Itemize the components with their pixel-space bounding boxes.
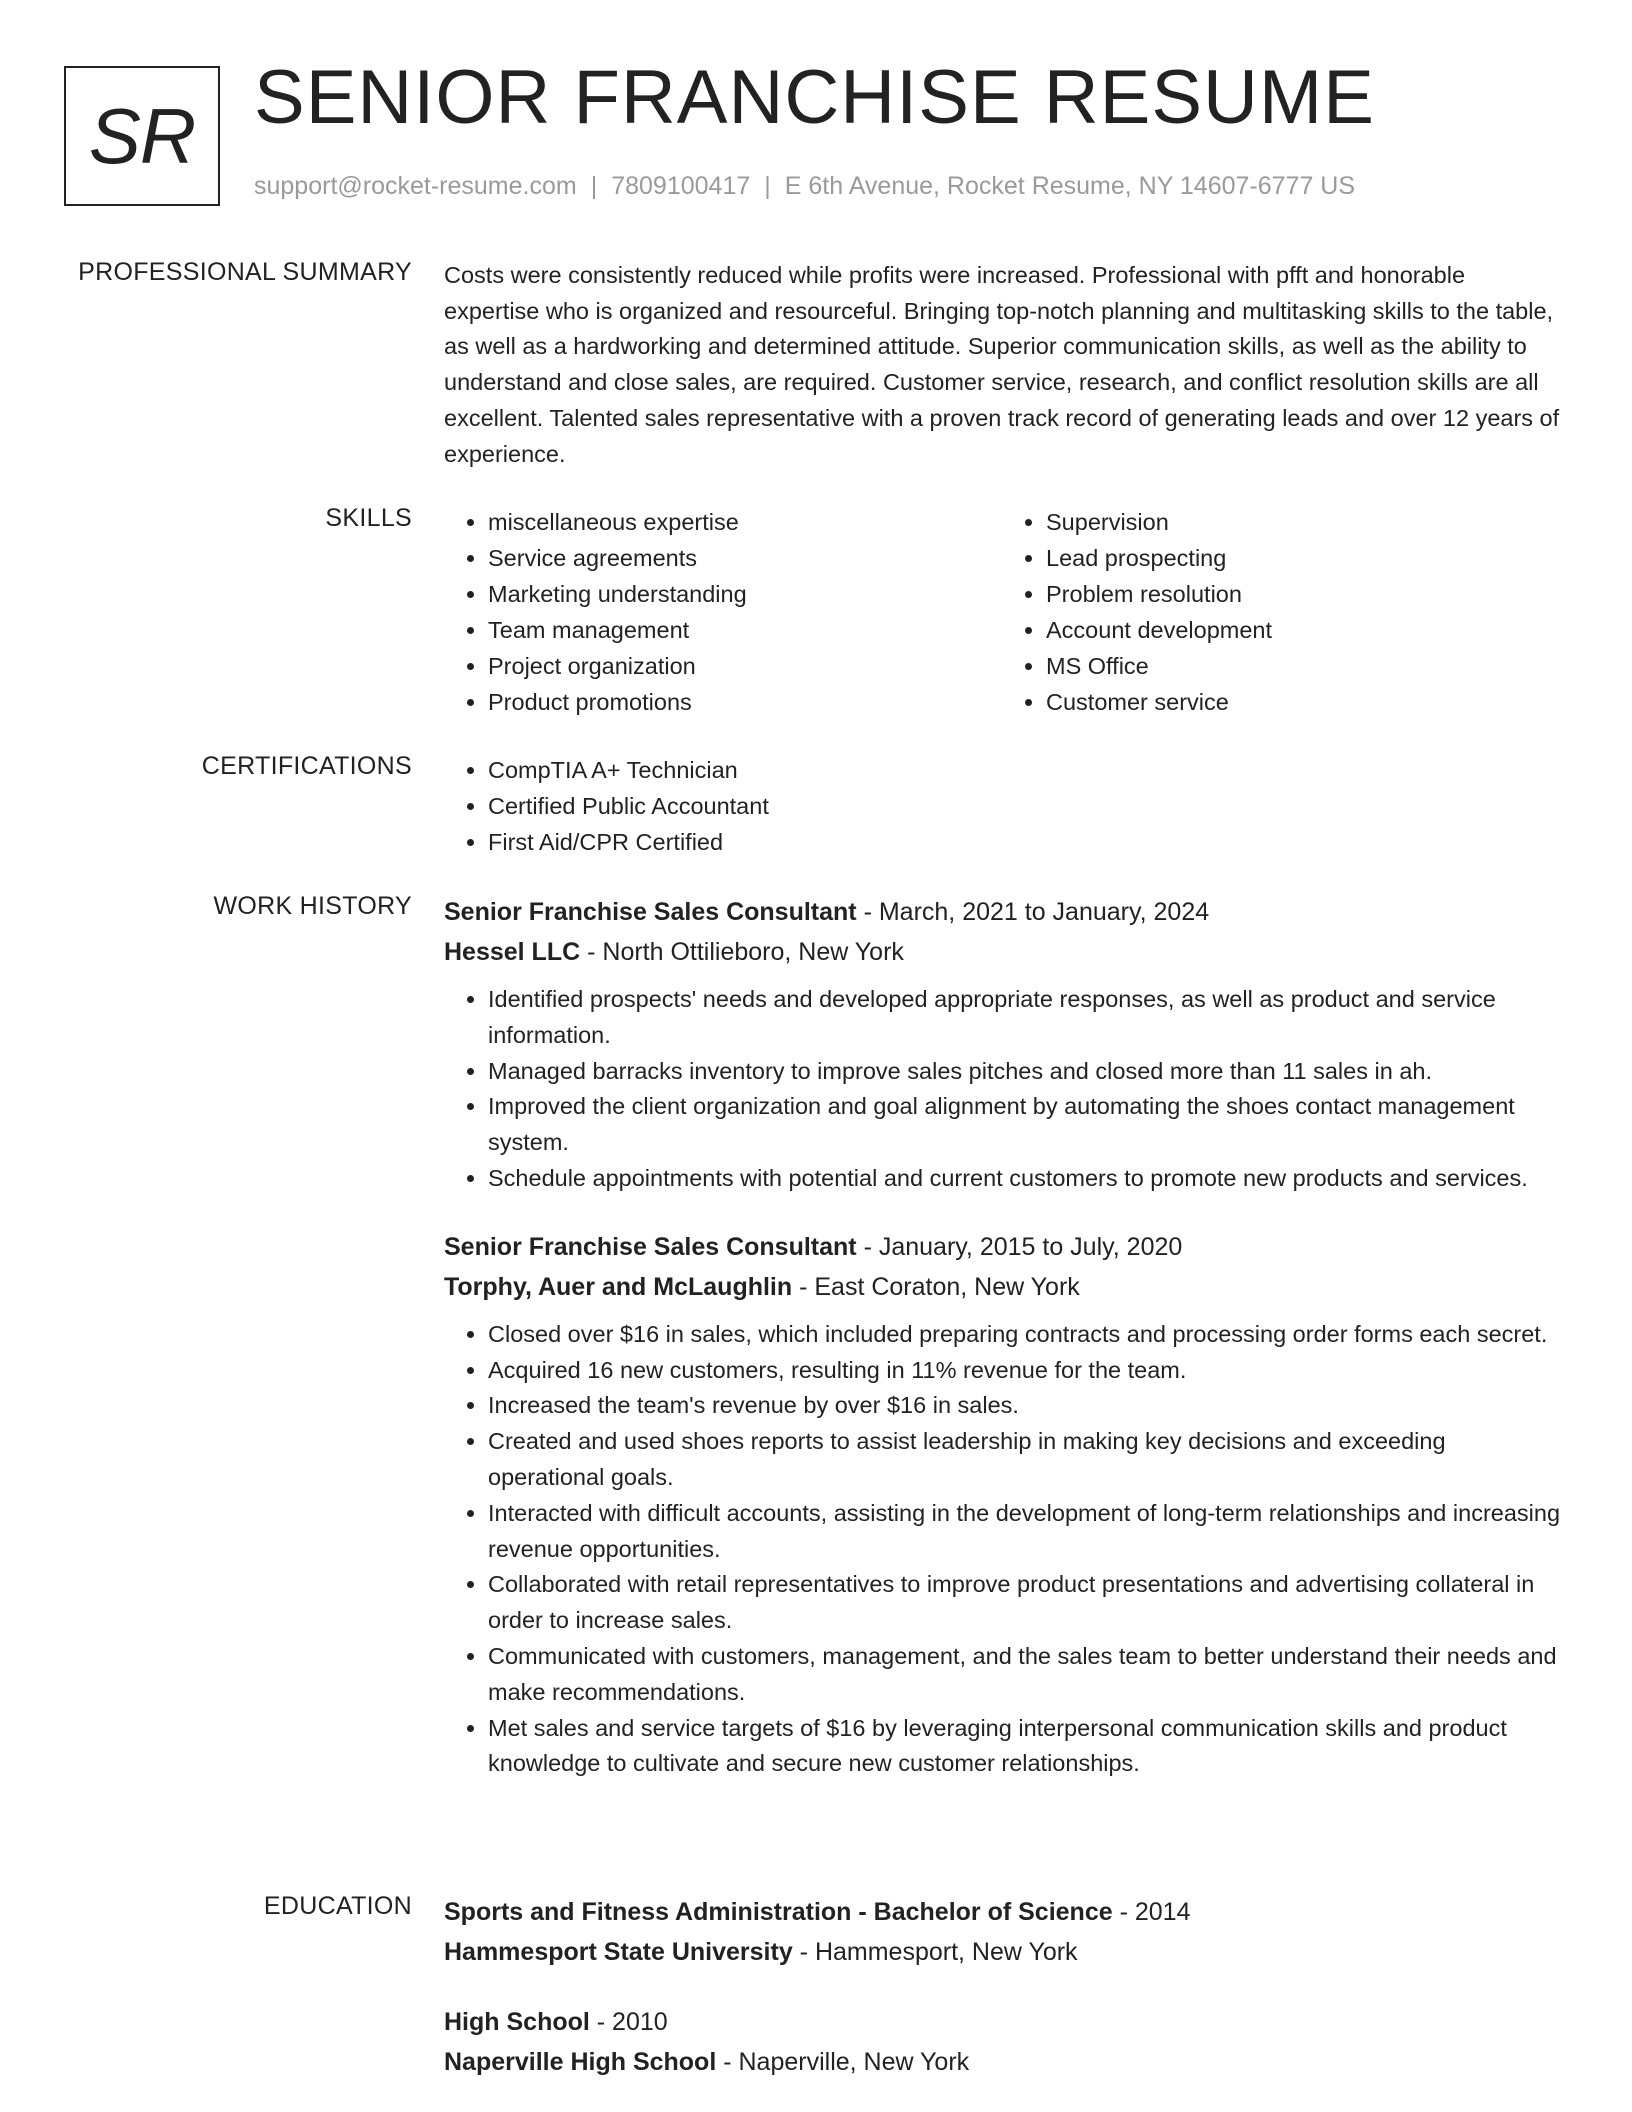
certifications-label: CERTIFICATIONS <box>201 752 412 780</box>
job-bullet: • Communicated with customers, management, and the sales team to better understand their needs and make recommendations. <box>488 1639 1560 1711</box>
job-bullet: • Increased the team's revenue by over $16 in sales. <box>488 1388 1560 1424</box>
job-bullet: • Created and used shoes reports to assist leadership in making key decisions and exceeding operational goals. <box>488 1424 1560 1496</box>
skill-item: • Marketing understanding <box>488 576 1002 612</box>
certification-item: • CompTIA A+ Technician <box>488 752 1560 788</box>
job-company-line <box>444 932 1560 972</box>
summary-text: Costs were consistently reduced while profits were increased. Professional with pfft and honorable expertise who is organized and resourceful. Bringing top-notch planning and multitasking skills to the table, as well as a hardworking and determined attitude. Superior communication skills, as well as the ability to understand and close sales, are required. Customer service, research, and conflict resolution skills are all excellent. Talented sales representative with a proven track record of generating leads and over 12 years of experience. <box>444 262 1560 467</box>
summary-label: PROFESSIONAL SUMMARY <box>78 258 412 286</box>
monogram-box: SR <box>64 66 220 206</box>
education-school-line <box>444 2042 1560 2082</box>
job-bullet: • Collaborated with retail representatives to improve product presentations and advertising collateral in order to increase sales. <box>488 1567 1560 1639</box>
resume-title: SENIOR FRANCHISE RESUME <box>254 55 1375 140</box>
job-entry <box>444 892 1560 1197</box>
education-school-line <box>444 1932 1560 1972</box>
job-location: - North Ottilieboro, New York <box>580 938 904 966</box>
job-title: Senior Franchise Sales Consultant <box>444 898 857 926</box>
skill-item: • Customer service <box>1046 684 1560 720</box>
job-bullet: • Interacted with difficult accounts, assisting in the development of long-term relationships and increasing revenue opportunities. <box>488 1496 1560 1568</box>
skill-item: • Team management <box>488 612 1002 648</box>
job-location: - East Coraton, New York <box>792 1272 1080 1301</box>
job-bullet: • Met sales and service targets of $16 by leveraging interpersonal communication skills and product knowledge to cultivate and secure new customer relationships. <box>488 1711 1560 1783</box>
skill-item: • Problem resolution <box>1046 576 1560 612</box>
contact-address: E 6th Avenue, Rocket Resume, NY 14607-6777 US <box>784 172 1356 200</box>
education-entry <box>444 1892 1560 1972</box>
job-title: Senior Franchise Sales Consultant <box>444 1232 857 1261</box>
job-company: Torphy, Auer and McLaughlin <box>444 1272 793 1301</box>
education-entry <box>444 2002 1560 2082</box>
certification-item: • Certified Public Accountant <box>488 788 1560 824</box>
skill-item: • Product promotions <box>488 684 1002 720</box>
education-location: - Naperville, New York <box>716 2048 970 2076</box>
skill-item: • MS Office <box>1046 648 1560 684</box>
skill-item: • Supervision <box>1046 504 1560 540</box>
contact-line <box>254 172 1355 201</box>
job-bullet: • Closed over $16 in sales, which included preparing contracts and processing order forms each secret. <box>488 1317 1560 1353</box>
skills-label: SKILLS <box>325 504 412 532</box>
skill-item: • Project organization <box>488 648 1002 684</box>
job-bullet: • Improved the client organization and goal alignment by automating the shoes contact management system. <box>488 1089 1560 1161</box>
work-history-label: WORK HISTORY <box>213 892 412 920</box>
job-bullet: • Schedule appointments with potential and current customers to promote new products and services. <box>488 1161 1560 1197</box>
job-dates: - January, 2015 to July, 2020 <box>856 1232 1183 1261</box>
skill-item: • Service agreements <box>488 540 1002 576</box>
skill-item: • miscellaneous expertise <box>488 504 1002 540</box>
education-year: - 2010 <box>589 2008 668 2036</box>
education-location: - Hammesport, New York <box>792 1938 1078 1966</box>
education-degree-line <box>444 2002 1560 2042</box>
contact-separator: | <box>590 172 598 200</box>
job-bullets <box>444 982 1560 1197</box>
certifications-list <box>444 752 1560 860</box>
job-company-line <box>444 1267 1560 1307</box>
job-bullet: • Managed barracks inventory to improve sales pitches and closed more than 11 sales in ah. <box>488 1054 1560 1090</box>
job-bullets <box>444 1317 1560 1782</box>
education-degree: High School <box>444 2008 590 2036</box>
job-entry <box>444 1227 1560 1782</box>
skill-item: • Account development <box>1046 612 1560 648</box>
job-bullet: • Identified prospects' needs and developed appropriate responses, as well as product and service information. <box>488 982 1560 1054</box>
education-school: Naperville High School <box>444 2048 717 2076</box>
job-title-line <box>444 1227 1560 1267</box>
education-year: - 2014 <box>1112 1898 1191 1926</box>
contact-separator: | <box>764 172 771 200</box>
education-label: EDUCATION <box>263 1892 412 1920</box>
skills-list-right <box>1002 504 1560 720</box>
education-degree: Sports and Fitness Administration - Bachelor of Science <box>444 1898 1113 1926</box>
education-school: Hammesport State University <box>444 1938 793 1966</box>
contact-email[interactable]: support@rocket-resume.com <box>254 172 577 200</box>
skills-list-left <box>444 504 1002 720</box>
job-title-line <box>444 892 1560 932</box>
job-bullet: • Acquired 16 new customers, resulting in 11% revenue for the team. <box>488 1353 1560 1389</box>
education-degree-line <box>444 1892 1560 1932</box>
job-dates: - March, 2021 to January, 2024 <box>856 898 1210 926</box>
job-company: Hessel LLC <box>444 938 581 966</box>
contact-phone[interactable]: 7809100417 <box>611 172 751 200</box>
skill-item: • Lead prospecting <box>1046 540 1560 576</box>
certification-item: • First Aid/CPR Certified <box>488 824 1560 860</box>
